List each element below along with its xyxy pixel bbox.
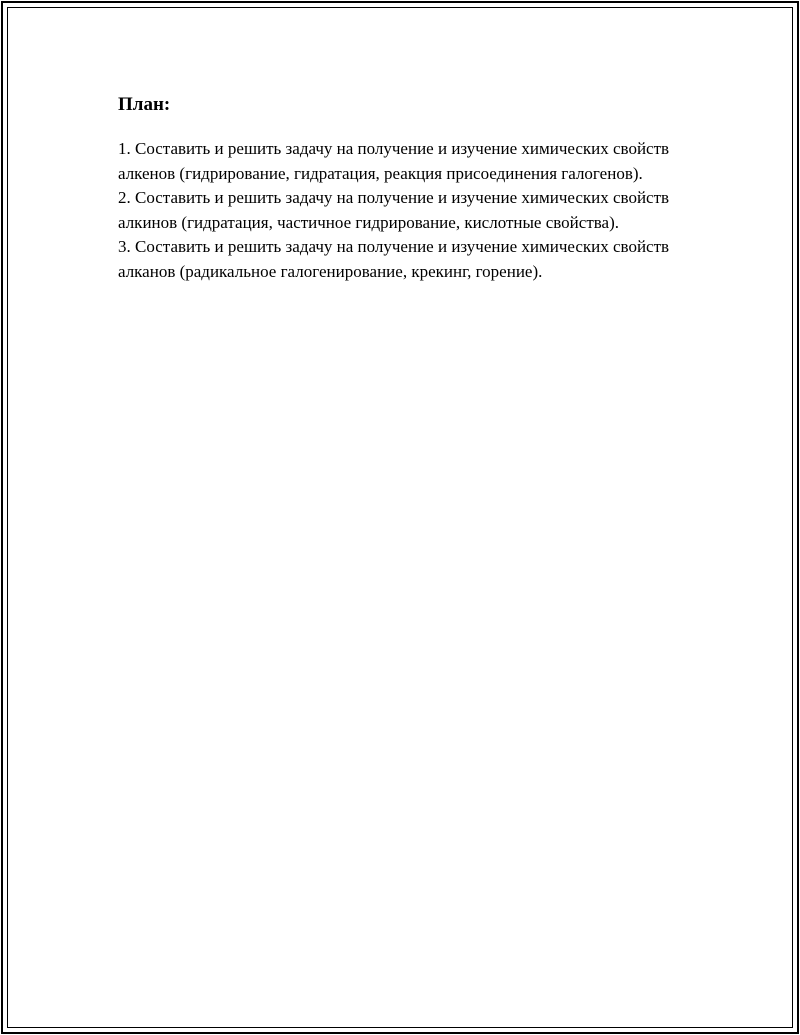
plan-heading: План: (118, 94, 171, 115)
plan-list (118, 137, 678, 284)
plan-item-2: 2. Составить и решить задачу на получение и изучение химических свойств алкинов (гидратация, частичное гидрирование, кислотные свойства). (118, 188, 670, 232)
plan-item-3: 3. Составить и решить задачу на получение и изучение химических свойств алканов (радикальное галогенирование, крекинг, горение). (118, 237, 670, 281)
plan-item-1: 1. Составить и решить задачу на получение и изучение химических свойств алкенов (гидрирование, гидратация, реакция присоединения галогенов). (118, 139, 670, 183)
document-body (118, 92, 678, 284)
